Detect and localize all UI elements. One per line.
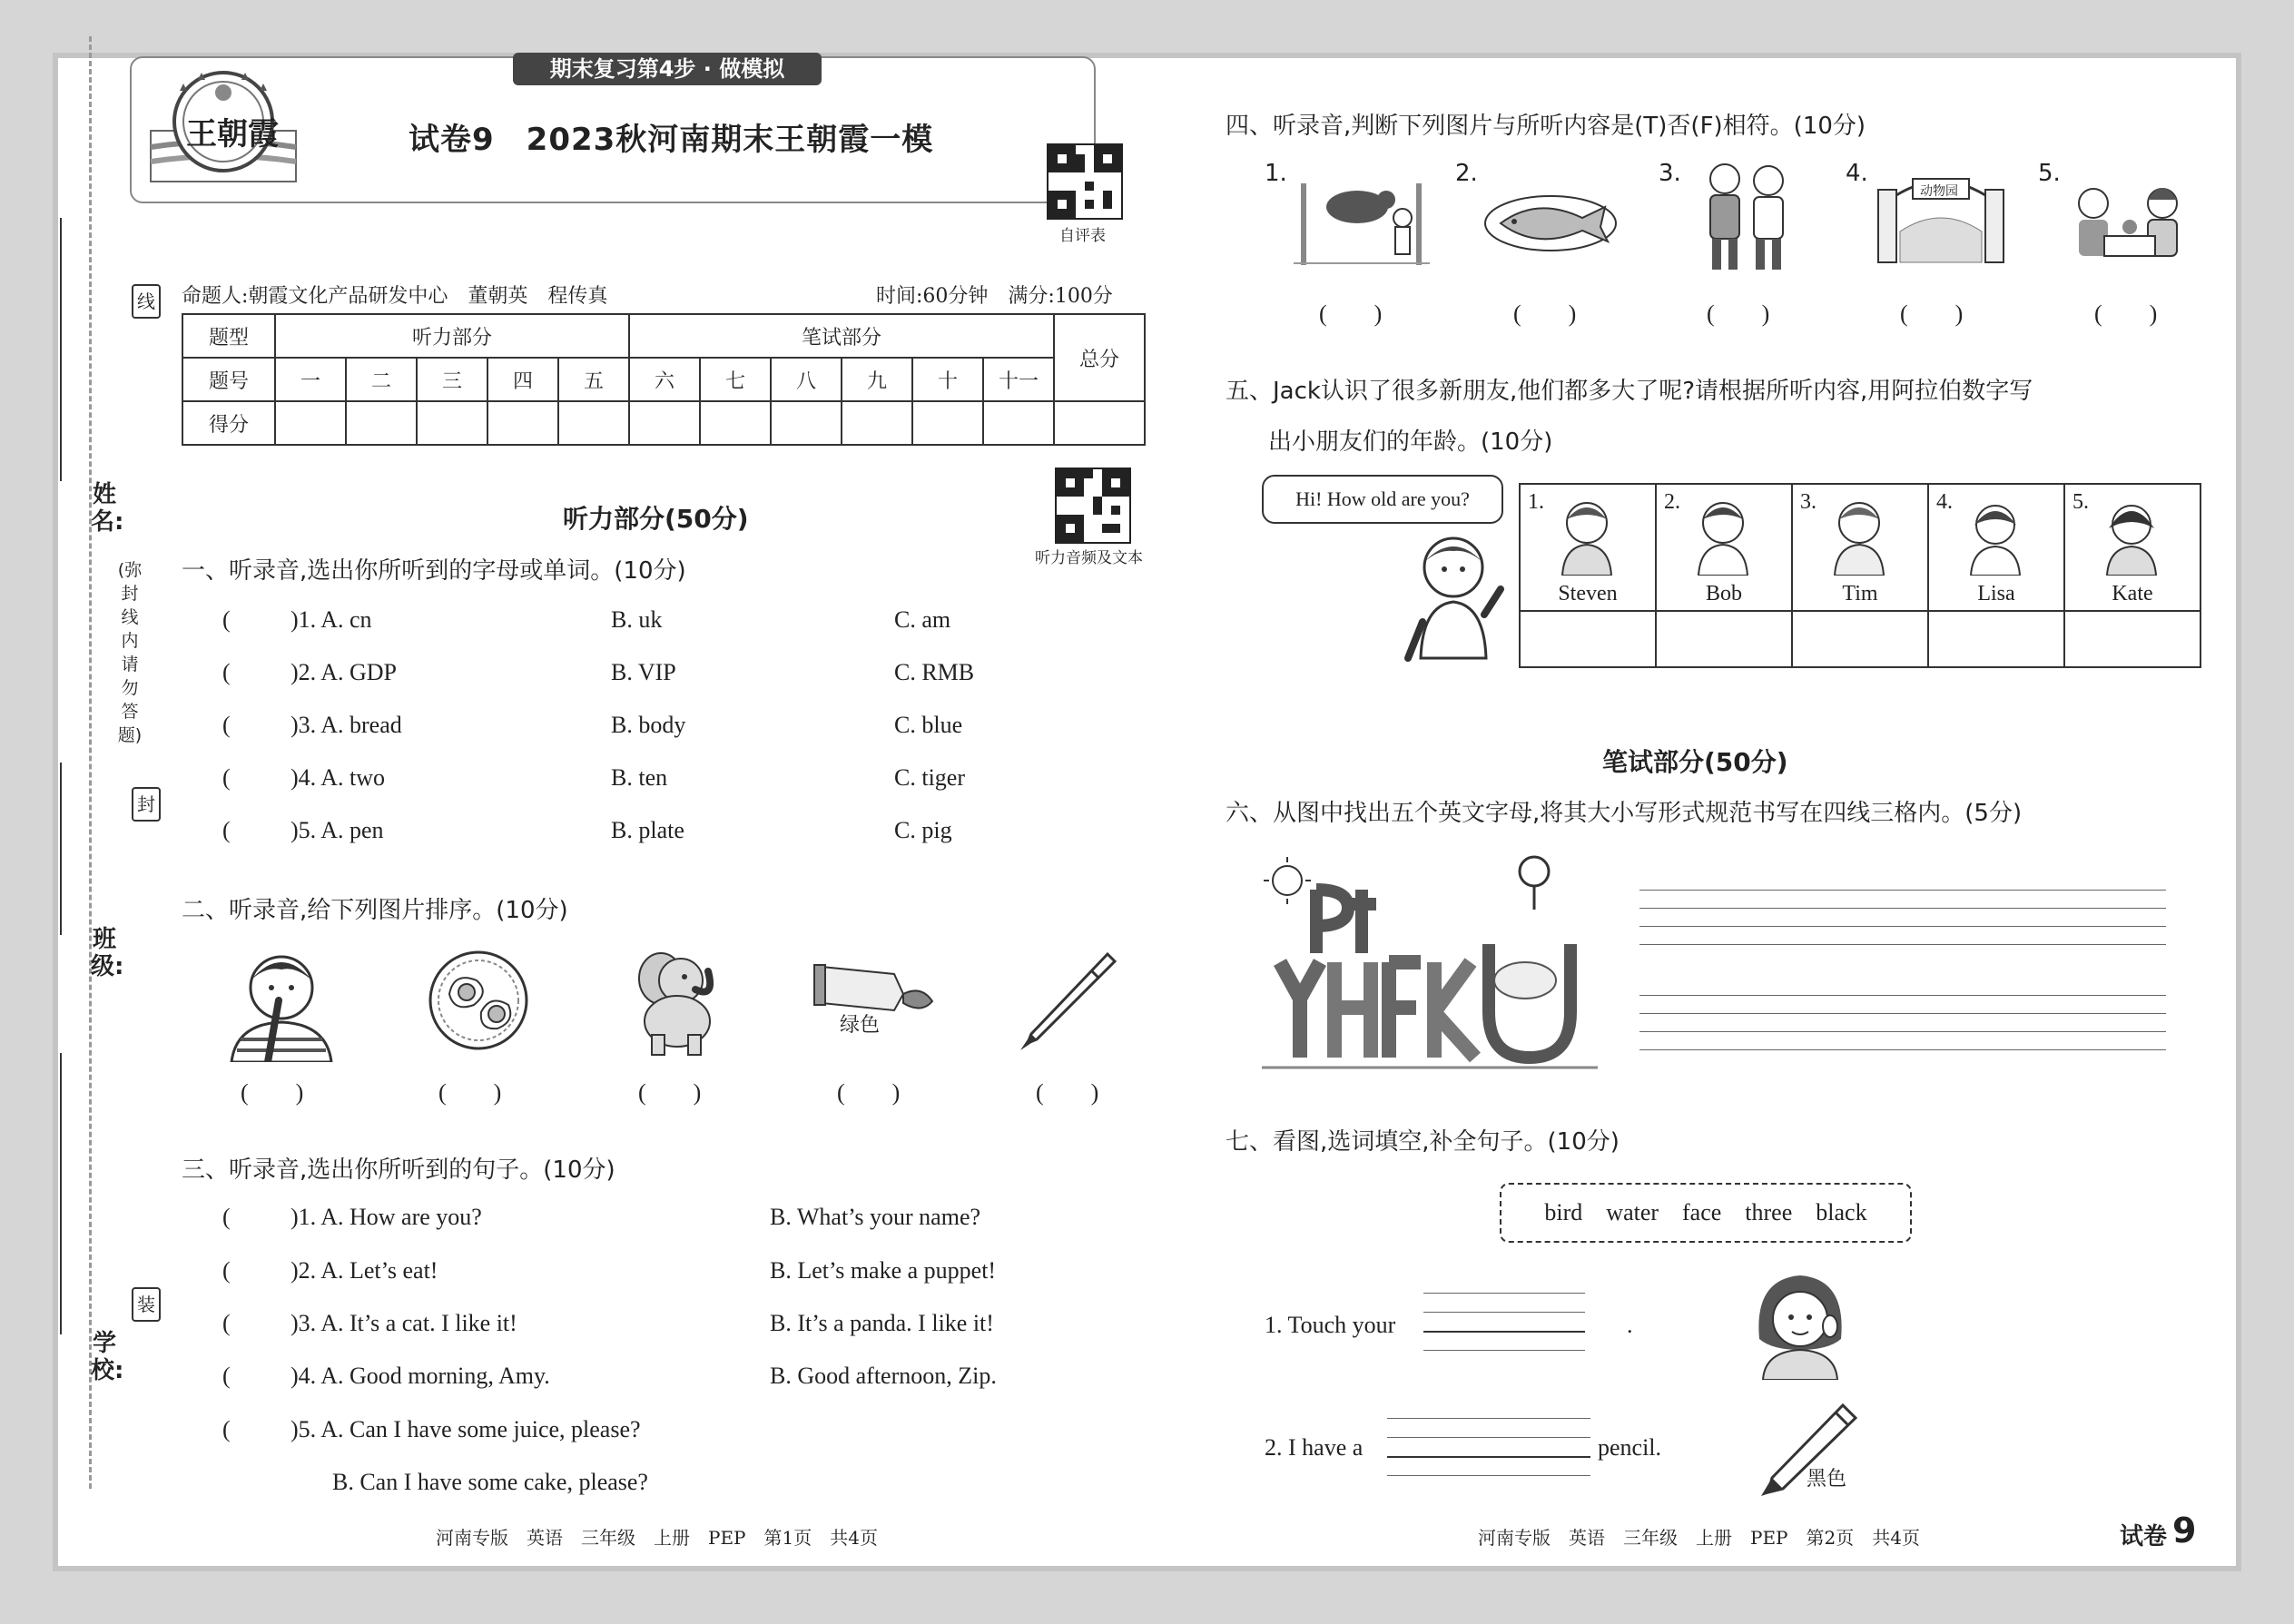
- option-b: B. body: [611, 712, 686, 738]
- girl-avatar-icon: [2100, 497, 2163, 576]
- kid-cell: [1656, 484, 1792, 611]
- bear-zoo-icon: [1294, 172, 1430, 272]
- name-blank-line: [60, 218, 62, 481]
- score-row-score-label: 得分: [182, 401, 275, 445]
- girl-touching-face-icon: [1750, 1266, 1850, 1380]
- pic-number: 4.: [1846, 160, 1868, 187]
- two-kids-icon: [1696, 159, 1796, 277]
- option-c: C. blue: [894, 712, 963, 738]
- score-number: 八: [771, 358, 842, 401]
- score-number: 七: [700, 358, 771, 401]
- kid-cell: [1792, 484, 1928, 611]
- section6-heading: 六、从图中找出五个英文字母,将其大小写形式规范书写在四线三格内。(5分): [1226, 800, 2023, 827]
- tf-blank[interactable]: ( ): [1319, 300, 1383, 327]
- paint-color-label: 绿色: [840, 1014, 881, 1037]
- writing-title: 笔试部分(50分): [1602, 747, 1788, 777]
- age-answer-cell[interactable]: [2064, 611, 2200, 667]
- option-a: )5. A. pen: [290, 817, 384, 843]
- pic-number: 3.: [1659, 160, 1681, 187]
- option-c: C. am: [894, 606, 951, 633]
- q1-prompt: 1. Touch your: [1265, 1312, 1396, 1338]
- score-number: 四: [487, 358, 558, 401]
- kid-name: Lisa: [1977, 582, 2015, 605]
- tf-blank[interactable]: ( ): [1707, 300, 1770, 327]
- class-blank-line: [60, 763, 62, 935]
- kid-number: 1.: [1528, 490, 1544, 514]
- zoo-sign: 动物园: [1920, 184, 1958, 199]
- footer-badge-text: 试卷: [2120, 1523, 2168, 1550]
- score-number: 十: [912, 358, 983, 401]
- option-c: C. RMB: [894, 659, 975, 685]
- answer-paren[interactable]: (: [222, 1363, 231, 1389]
- score-cell[interactable]: [1054, 401, 1145, 445]
- section5-heading-2: 出小朋友们的年龄。(10分): [1268, 428, 1553, 456]
- score-number: 一: [275, 358, 346, 401]
- answer-paren[interactable]: (: [222, 817, 231, 843]
- option-a: )2. A. GDP: [290, 659, 398, 685]
- footer-right: 河南专版 英语 三年级 上册 PEP 第2页 共4页: [1478, 1527, 1920, 1549]
- score-cell[interactable]: [983, 401, 1054, 445]
- tf-blank[interactable]: ( ): [1513, 300, 1577, 327]
- kid-cell: [1928, 484, 2064, 611]
- score-table: [182, 313, 1146, 446]
- sentence-a: )3. A. It’s a cat. I like it!: [290, 1310, 517, 1336]
- qr-label: 自评表: [1059, 227, 1106, 245]
- age-table: [1519, 483, 2201, 668]
- section2-heading: 二、听录音,给下列图片排序。(10分): [182, 897, 568, 924]
- score-cell[interactable]: [912, 401, 983, 445]
- seal-char-seal: 封: [132, 787, 161, 822]
- step-banner: 期末复习第4步 · 做模拟: [513, 53, 822, 85]
- listening-title: 听力部分(50分): [563, 504, 749, 534]
- answer-paren[interactable]: (: [222, 764, 231, 791]
- pencil-color-label: 黑色: [1807, 1468, 1847, 1491]
- answer-paren[interactable]: (: [222, 1257, 231, 1284]
- seal-char-line: 线: [132, 284, 161, 319]
- sentence-a: )2. A. Let’s eat!: [290, 1257, 438, 1284]
- section3-heading: 三、听录音,选出你所听到的句子。(10分): [182, 1156, 615, 1184]
- name-label: 姓名:: [91, 481, 124, 536]
- sentence-b: B. Good afternoon, Zip.: [770, 1363, 997, 1389]
- authors-line: 命题人:朝霞文化产品研发中心 董朝英 程传真: [182, 285, 608, 308]
- age-answer-cell[interactable]: [1520, 611, 1656, 667]
- option-c: C. pig: [894, 817, 952, 843]
- answer-paren[interactable]: (: [222, 1204, 231, 1230]
- score-cell[interactable]: [346, 401, 417, 445]
- exam-title: 试卷9 2023秋河南期末王朝霞一模: [409, 122, 934, 158]
- score-number: 二: [346, 358, 417, 401]
- score-cell[interactable]: [417, 401, 487, 445]
- score-cell[interactable]: [700, 401, 771, 445]
- section5-heading-1: 五、Jack认识了很多新朋友,他们都多大了呢?请根据所听内容,用阿拉伯数字写: [1226, 378, 2033, 405]
- sentence-b: B. Can I have some cake, please?: [332, 1469, 648, 1495]
- kid-name: Steven: [1558, 582, 1618, 605]
- kid-name: Tim: [1842, 582, 1878, 605]
- kid-cell: [2064, 484, 2200, 611]
- boy-avatar-icon: [1555, 497, 1619, 576]
- section7-heading: 七、看图,选词填空,补全句子。(10分): [1226, 1128, 1620, 1156]
- boy-avatar-icon: [1827, 497, 1891, 576]
- score-header-listening: 听力部分: [275, 314, 629, 358]
- elephant-icon: [625, 944, 724, 1058]
- option-b: B. VIP: [611, 659, 676, 685]
- age-answer-cell[interactable]: [1928, 611, 2064, 667]
- kid-number: 4.: [1936, 490, 1953, 514]
- q2-end: pencil.: [1598, 1434, 1662, 1461]
- score-cell[interactable]: [487, 401, 558, 445]
- school-blank-line: [60, 1053, 62, 1334]
- score-number: 十一: [983, 358, 1054, 401]
- score-header-type: 题型: [182, 314, 275, 358]
- score-header-total: 总分: [1054, 314, 1145, 401]
- section4-heading: 四、听录音,判断下列图片与所听内容是(T)否(F)相符。(10分): [1226, 113, 1866, 140]
- option-a: )4. A. two: [290, 764, 385, 791]
- pic-number: 2.: [1455, 160, 1478, 187]
- pic-number: 5.: [2038, 160, 2061, 187]
- kid-cell: [1520, 484, 1656, 611]
- kid-name: Kate: [2112, 582, 2153, 605]
- kid-number: 2.: [1664, 490, 1680, 514]
- option-a: )3. A. bread: [290, 712, 402, 738]
- option-b: B. ten: [611, 764, 668, 791]
- sentence-b: B. It’s a panda. I like it!: [770, 1310, 994, 1336]
- footer-left: 河南专版 英语 三年级 上册 PEP 第1页 共4页: [436, 1527, 878, 1549]
- age-answer-cell[interactable]: [1792, 611, 1928, 667]
- listening-qr-icon[interactable]: [1055, 468, 1131, 544]
- sentence-a: )5. A. Can I have some juice, please?: [290, 1416, 641, 1442]
- answer-paren[interactable]: (: [222, 1416, 231, 1442]
- seal-char-bind: 装: [132, 1287, 161, 1322]
- sentence-b: B. What’s your name?: [770, 1204, 981, 1230]
- section1-heading: 一、听录音,选出你所听到的字母或单词。(10分): [182, 557, 686, 585]
- pen-icon: [1017, 949, 1117, 1053]
- logo-text: 王朝霞: [186, 116, 279, 153]
- age-answer-cell[interactable]: [1656, 611, 1792, 667]
- q2-prompt: 2. I have a: [1265, 1434, 1364, 1461]
- party-kids-icon: [2061, 172, 2197, 272]
- score-cell[interactable]: [842, 401, 912, 445]
- girl-avatar-icon: [1964, 497, 2027, 576]
- answer-paren[interactable]: (: [222, 1310, 231, 1336]
- answer-paren[interactable]: (: [222, 606, 231, 633]
- order-blank[interactable]: ( ): [438, 1079, 502, 1106]
- sentence-b: B. Let’s make a puppet!: [770, 1257, 997, 1284]
- tf-blank[interactable]: ( ): [1900, 300, 1964, 327]
- answer-paren[interactable]: (: [222, 712, 231, 738]
- sentence-a: )4. A. Good morning, Amy.: [290, 1363, 550, 1389]
- order-blank[interactable]: ( ): [638, 1079, 702, 1106]
- jack-waving-icon: [1403, 531, 1511, 667]
- seal-note: (弥封线内请勿答题): [117, 560, 143, 745]
- score-cell[interactable]: [629, 401, 700, 445]
- score-number: 五: [558, 358, 629, 401]
- boy-avatar-icon: [1691, 497, 1755, 576]
- score-number: 六: [629, 358, 700, 401]
- kid-number: 3.: [1800, 490, 1816, 514]
- fried-eggs-plate-icon: [427, 949, 531, 1053]
- option-b: B. uk: [611, 606, 663, 633]
- speech-bubble: Hi! How old are you?: [1262, 475, 1503, 524]
- qr-code-icon[interactable]: [1047, 143, 1123, 220]
- kid-number: 5.: [2072, 490, 2089, 514]
- answer-paren[interactable]: (: [222, 659, 231, 685]
- score-row-number-label: 题号: [182, 358, 275, 401]
- option-b: B. plate: [611, 817, 684, 843]
- boy-touching-nose-icon: [222, 944, 340, 1062]
- q1-end: .: [1627, 1312, 1633, 1338]
- listening-qr-label: 听力音频及文本: [1035, 549, 1143, 567]
- order-blank[interactable]: ( ): [1036, 1079, 1099, 1106]
- time-score-line: 时间:60分钟 满分:100分: [876, 285, 1113, 308]
- order-blank[interactable]: ( ): [837, 1079, 901, 1106]
- score-cell[interactable]: [771, 401, 842, 445]
- option-a: )1. A. cn: [290, 606, 372, 633]
- score-cell[interactable]: [275, 401, 346, 445]
- hidden-letters-picture-icon: [1262, 853, 1598, 1076]
- word-bank: bird water face three black: [1500, 1183, 1912, 1243]
- binding-dashed-line: [89, 36, 92, 1489]
- score-cell[interactable]: [558, 401, 629, 445]
- sentence-a: )1. A. How are you?: [290, 1204, 482, 1230]
- pic-number: 1.: [1265, 160, 1287, 187]
- score-header-writing: 笔试部分: [629, 314, 1054, 358]
- score-number: 九: [842, 358, 912, 401]
- option-c: C. tiger: [894, 764, 965, 791]
- kid-name: Bob: [1705, 582, 1742, 605]
- tf-blank[interactable]: ( ): [2094, 300, 2158, 327]
- class-label: 班级:: [91, 926, 124, 980]
- fish-plate-icon: [1482, 191, 1619, 254]
- order-blank[interactable]: ( ): [241, 1079, 304, 1106]
- footer-badge-num: 9: [2172, 1511, 2197, 1550]
- school-label: 学校:: [91, 1330, 124, 1384]
- score-number: 三: [417, 358, 487, 401]
